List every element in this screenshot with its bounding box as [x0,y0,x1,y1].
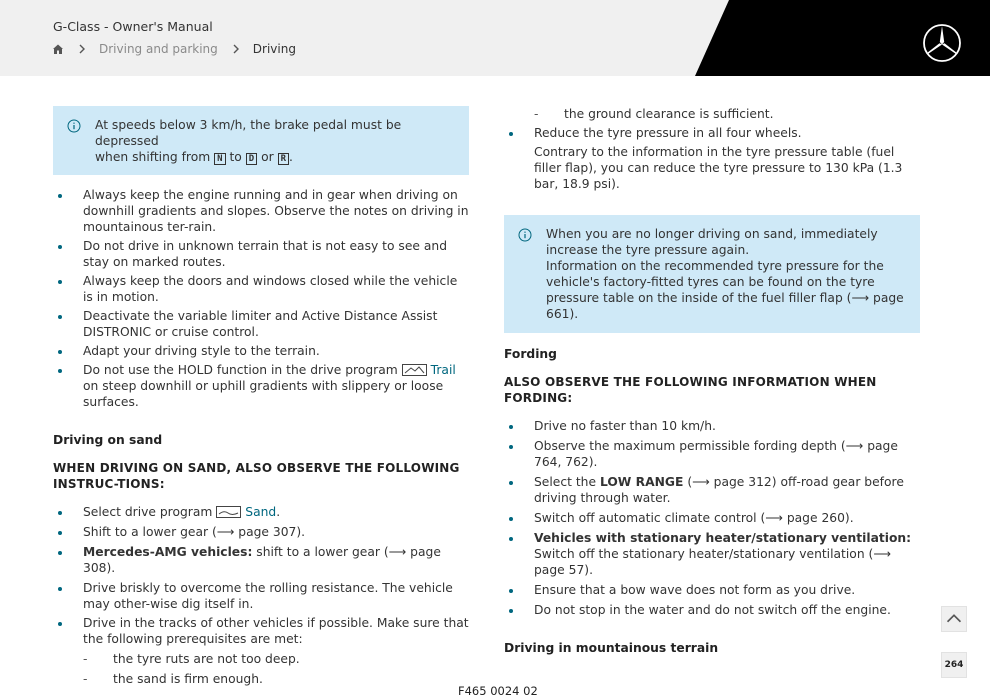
list-item: Drive in the tracks of other vehicles if possible. Make sure that the following prerequisites are met: [53,615,469,647]
list-item: - the sand is firm enough. [53,671,469,687]
low-range-label: LOW RANGE [599,475,684,489]
breadcrumb-driving-and-parking[interactable]: Driving and parking [99,42,218,56]
page-number-badge[interactable]: 264 [941,652,967,678]
sand-tips-list [53,504,469,647]
home-icon[interactable] [52,43,64,55]
info-text-end: . [289,150,293,164]
list-item: Drive no faster than 10 km/h. [504,418,920,434]
drive-program-icon [216,506,241,518]
list-item: Do not stop in the water and do not switch off the engine. [504,602,920,618]
amg-text: shift to a lower gear (⟶ page 308). [83,545,441,575]
list-item: Reduce the tyre pressure in all four wheels. [504,125,920,141]
info-text-or: or [261,150,274,164]
chevron-right-icon [78,44,86,54]
sand-heading: Driving on sand [53,433,163,447]
list-item: Ensure that a bow wave does not form as you drive. [504,582,920,598]
list-item [504,474,920,506]
list-item: - the ground clearance is sufficient. [504,106,920,122]
prerequisites-list [53,651,469,687]
list-item [504,530,920,578]
manual-title: G-Class - Owner's Manual [53,19,213,34]
figure-code: F465 0024 02 [458,684,538,698]
driving-tips-list [53,187,469,410]
trail-program-link[interactable]: Trail [430,363,456,377]
info-box-brake [53,106,469,175]
list-item: Do not drive in unknown terrain that is not easy to see and stay on marked routes. [53,238,469,270]
list-item: Deactivate the variable limiter and Active Distance Assist DISTRONIC or cruise control. [53,308,469,340]
right-column [504,106,920,656]
mountain-heading: Driving in mountainous terrain [504,641,719,655]
info-text-prefix: when shifting from [95,150,211,164]
gear-key-d: D [246,153,257,165]
vent-text: Switch off the stationary heater/stationary ventilation (⟶ page 57). [534,547,891,577]
prerequisites-list-cont [504,106,920,122]
fording-tips-list [504,418,920,618]
list-item: - the tyre ruts are not too deep. [53,651,469,667]
tyre-pressure-list [504,125,920,141]
contrary-text: Contrary to the information in the tyre pressure table (fuel filler flap), you can reduce the tyre pressure to 130 kPa (1.3 bar, 18.9 psi). [534,145,903,191]
drive-program-icon [402,364,427,376]
sand-caps-heading: WHEN DRIVING ON SAND, ALSO OBSERVE THE FOLLOWING INSTRUC-TIONS: [53,461,460,491]
amg-label: Mercedes-AMG vehicles: [83,545,253,559]
info-tyre-line2: Information on the recommended tyre pressure for the vehicle's factory-fitted tyres can be found on the tyre pressure table on the inside of the fuel filler flap (⟶ page 661). [546,259,904,321]
list-item: Shift to a lower gear (⟶ page 307). [53,524,469,540]
list-item: Switch off automatic climate control (⟶ page 260). [504,510,920,526]
list-item: Always keep the doors and windows closed while the vehicle is in motion. [53,273,469,305]
list-item: Adapt your driving style to the terrain. [53,343,469,359]
hold-text-suffix: on steep downhill or uphill gradients with slippery or loose surfaces. [83,379,444,409]
fording-caps-heading: ALSO OBSERVE THE FOLLOWING INFORMATION WHEN FORDING: [504,375,877,405]
list-item [53,504,469,520]
info-box-tyre [504,215,920,333]
scroll-to-top-button[interactable] [941,606,967,632]
info-text-to: to [229,150,242,164]
info-text-line2 [95,149,455,165]
left-column [53,106,469,687]
sand-program-link[interactable]: Sand [245,505,277,519]
select-program-text: Select drive program [83,505,213,519]
list-item: Always keep the engine running and in gear when driving on downhill gradients and slopes. Observe the notes on driving in mountainous ter-rain. [53,187,469,235]
list-item [53,544,469,576]
info-text-line1: At speeds below 3 km/h, the brake pedal must be depressed [95,118,402,148]
breadcrumb-driving: Driving [252,42,296,56]
list-item: Observe the maximum permissible fording depth (⟶ page 764, 762). [504,438,920,470]
info-icon [67,119,81,133]
chevron-up-icon [942,607,966,631]
gear-key-r: R [278,153,289,165]
low-prefix: Select the [534,475,600,489]
hold-text: Do not use the HOLD function in the drive program [83,363,398,377]
chevron-right-icon [232,44,240,54]
fording-heading: Fording [504,347,557,361]
gear-key-n: N [214,153,225,165]
list-item [53,362,469,410]
breadcrumb [52,42,296,56]
list-item: Drive briskly to overcome the rolling resistance. The vehicle may other-wise dig itself in. [53,580,469,612]
low-rest: (⟶ page 312) off-road gear before driving through water. [534,475,904,505]
info-tyre-line1: When you are no longer driving on sand, immediately increase the tyre pressure again. [546,227,878,257]
info-icon [518,228,532,242]
vent-label: Vehicles with stationary heater/stationary ventilation: [534,531,912,545]
mercedes-star-logo[interactable] [922,23,962,63]
select-end: . [276,505,281,519]
